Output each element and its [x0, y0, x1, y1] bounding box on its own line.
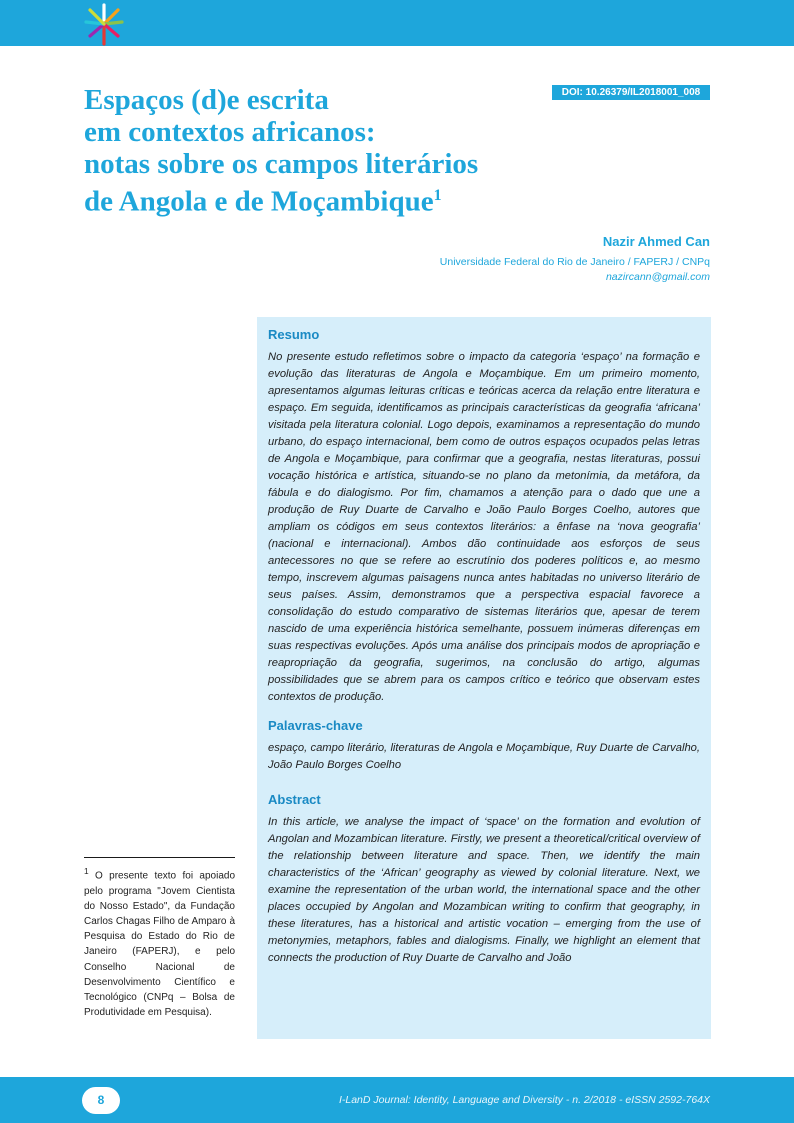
footnote-divider	[84, 857, 235, 858]
footnote-marker: 1	[84, 866, 89, 876]
title-line-3: notas sobre os campos literários	[84, 148, 479, 180]
author-name: Nazir Ahmed Can	[602, 234, 710, 249]
resumo-heading: Resumo	[268, 327, 320, 342]
colorful-star-icon	[82, 2, 126, 46]
page-number: 8	[82, 1087, 120, 1114]
keywords-heading: Palavras-chave	[268, 718, 363, 733]
title-line-2: em contextos africanos:	[84, 116, 376, 148]
title-line-4: de Angola e de Moçambique	[84, 185, 434, 218]
title-line-1: Espaços (d)e escrita	[84, 84, 329, 116]
author-affiliation: Universidade Federal do Rio de Janeiro / FAPERJ / CNPq	[439, 256, 710, 268]
author-email[interactable]: nazircann@gmail.com	[605, 271, 710, 283]
keywords-text: espaço, campo literário, literaturas de Angola e Moçambique, Ruy Duarte de Carvalho, João Paulo Borges Coelho	[268, 742, 700, 771]
footnote	[84, 864, 235, 1020]
abstract-heading: Abstract	[268, 792, 321, 807]
footnote-text: O presente texto foi apoiado pelo programa "Jovem Cientista do Nosso Estado", da Fundação Carlos Chagas Filho de Amparo à Pesquisa do Estado do Rio de Janeiro (FAPERJ), e pelo Conselho Nacional de Desenvolvimento Científico e Tecnológico (CNPq – Bolsa de Produtividade em Pesquisa).	[84, 870, 236, 1019]
abstract-box	[257, 317, 711, 1039]
resumo-text: No presente estudo refletimos sobre o impacto da categoria ‘espaço’ na formação e evolução das literaturas de Angola e Moçambique. Em um primeiro momento, apresentamos algumas leituras críticas e teóricas acerca da relação entre literatura e espaço. Em seguida, identificamos as principais características da geografia ‘africana’ visitada pela literatura colonial. Logo depois, examinamos a representação do mundo urbano, do espaço internacional, bem como de outros espaços ocupados pelas letras de Angola e Moçambique, para confirmar que a geografia, nestas literaturas, possui vocação histórica e artística, situando-se no plano da metonímia, da metáfora, da fábula e do dialogismo. Por fim, chamamos a atenção para o dado que une a produção de Ruy Duarte de Carvalho e João Paulo Borges Coelho, autores que ampliam os códigos em seus contextos literários: a ênfase na ‘nova geografia’ (nacional e internacional). Ambos dão continuidade aos esforços de seus antecessores no que se refere ao escrutínio dos poderes políticos e, ao mesmo tempo, inscrevem algumas paisagens nunca antes habitadas no universo literário de seus países. Assim, demonstramos que a perspectiva espacial favorece a consolidação do estudo comparativo de sistemas literários que, apesar de terem nascido de uma experiência histórica semelhante, possuem inúmeras diferenças em suas respectivas evoluções. Após uma análise dos principais modos de apropriação e reapropriação da geografia, sugerimos, na conclusão do artigo, algumas possibilidades que se abrem para os campos crítico e teórico que observam estes contextos de produção.	[268, 351, 700, 703]
doi-badge[interactable]: DOI: 10.26379/IL2018001_008	[552, 85, 710, 100]
journal-info: I-LanD Journal: Identity, Language and Diversity - n. 2/2018 - eISSN 2592-764X	[338, 1094, 710, 1106]
article-title	[84, 84, 564, 218]
title-footnote-marker[interactable]: 1	[433, 187, 442, 204]
abstract-text: In this article, we analyse the impact of ‘space’ on the formation and evolution of Angolan and Mozambican literature. Firstly, we present a theoretical/critical overview of the relationship between literature and space. Then, we identify the main characteristics of the ‘African’ geography as viewed by colonial literature. Next, we examine the representation of the urban world, the international space and the other places occupied by Angolan and Mozambican writing to confirm that geography, in these literatures, has a historical and artistic vocation – emerging from the use of metonymies, metaphors, fables and dialogisms. Finally, we highlight an element that connects the production of Ruy Duarte de Carvalho and João	[268, 816, 700, 964]
